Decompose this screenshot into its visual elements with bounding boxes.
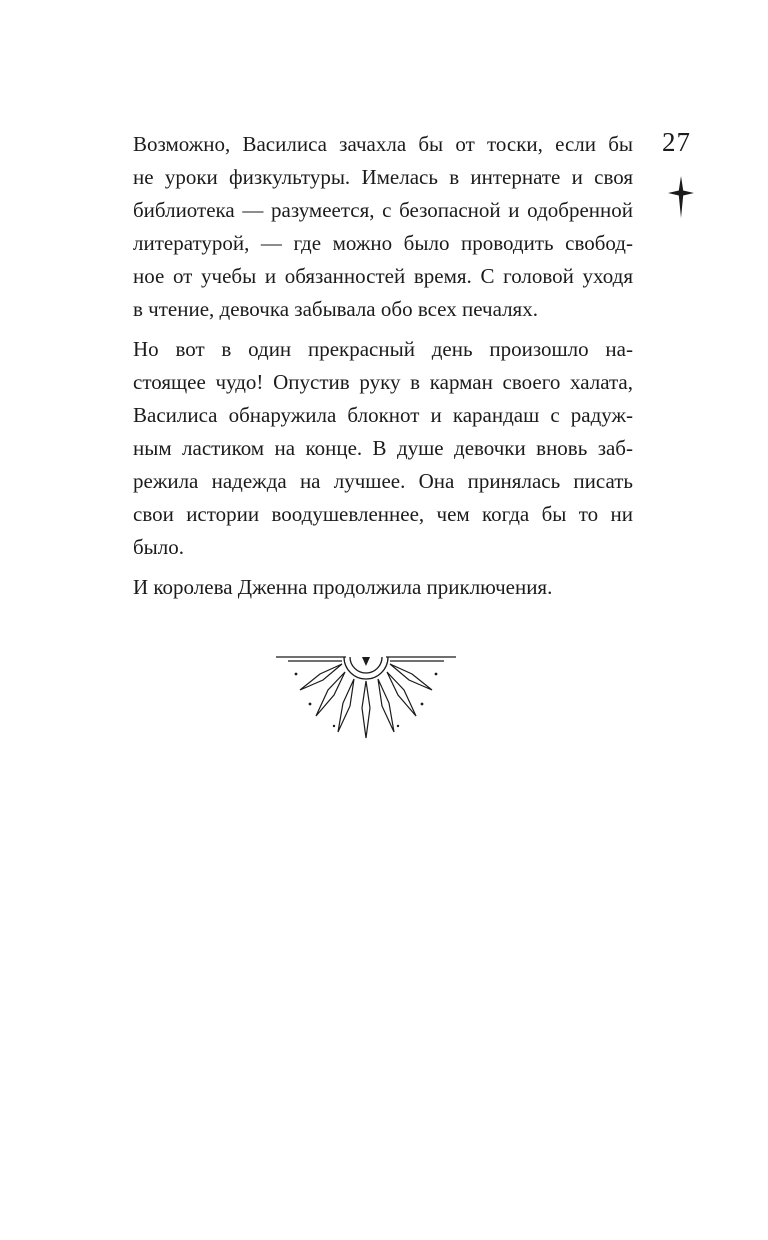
text-line: было. bbox=[133, 535, 185, 559]
paragraph-2 bbox=[133, 333, 633, 564]
text-line: стоящее чудо! Опустив руку в карман своего халата, bbox=[133, 370, 633, 394]
page-number: 27 bbox=[662, 127, 691, 157]
text-line: ное от учебы и обязанностей время. С головой уходя bbox=[133, 264, 633, 288]
text-line: ным ластиком на конце. В душе девочки вновь заб- bbox=[133, 436, 633, 460]
text-line: литературой, — где можно было проводить свобод- bbox=[133, 231, 633, 255]
body-text bbox=[133, 128, 633, 611]
paragraph-3 bbox=[133, 571, 633, 604]
text-line: свои истории воодушевленнее, чем когда бы то ни bbox=[133, 502, 633, 526]
star-icon bbox=[668, 176, 694, 218]
text-line: режила надежда на лучшее. Она принялась писать bbox=[133, 469, 633, 493]
text-line: Возможно, Василиса зачахла бы от тоски, если бы bbox=[133, 132, 633, 156]
text-line: не уроки физкультуры. Имелась в интернате и своя bbox=[133, 165, 633, 189]
text-line: библиотека — разумеется, с безопасной и одобренной bbox=[133, 198, 633, 222]
text-line: И королева Дженна продолжила приключения. bbox=[133, 575, 553, 599]
paragraph-1 bbox=[133, 128, 633, 326]
text-line: Василиса обнаружила блокнот и карандаш с радуж- bbox=[133, 403, 633, 427]
text-line: в чтение, девочка забывала обо всех печалях. bbox=[133, 297, 538, 321]
text-line: Но вот в один прекрасный день произошло на- bbox=[133, 337, 633, 361]
sun-ornament-icon bbox=[276, 648, 456, 743]
